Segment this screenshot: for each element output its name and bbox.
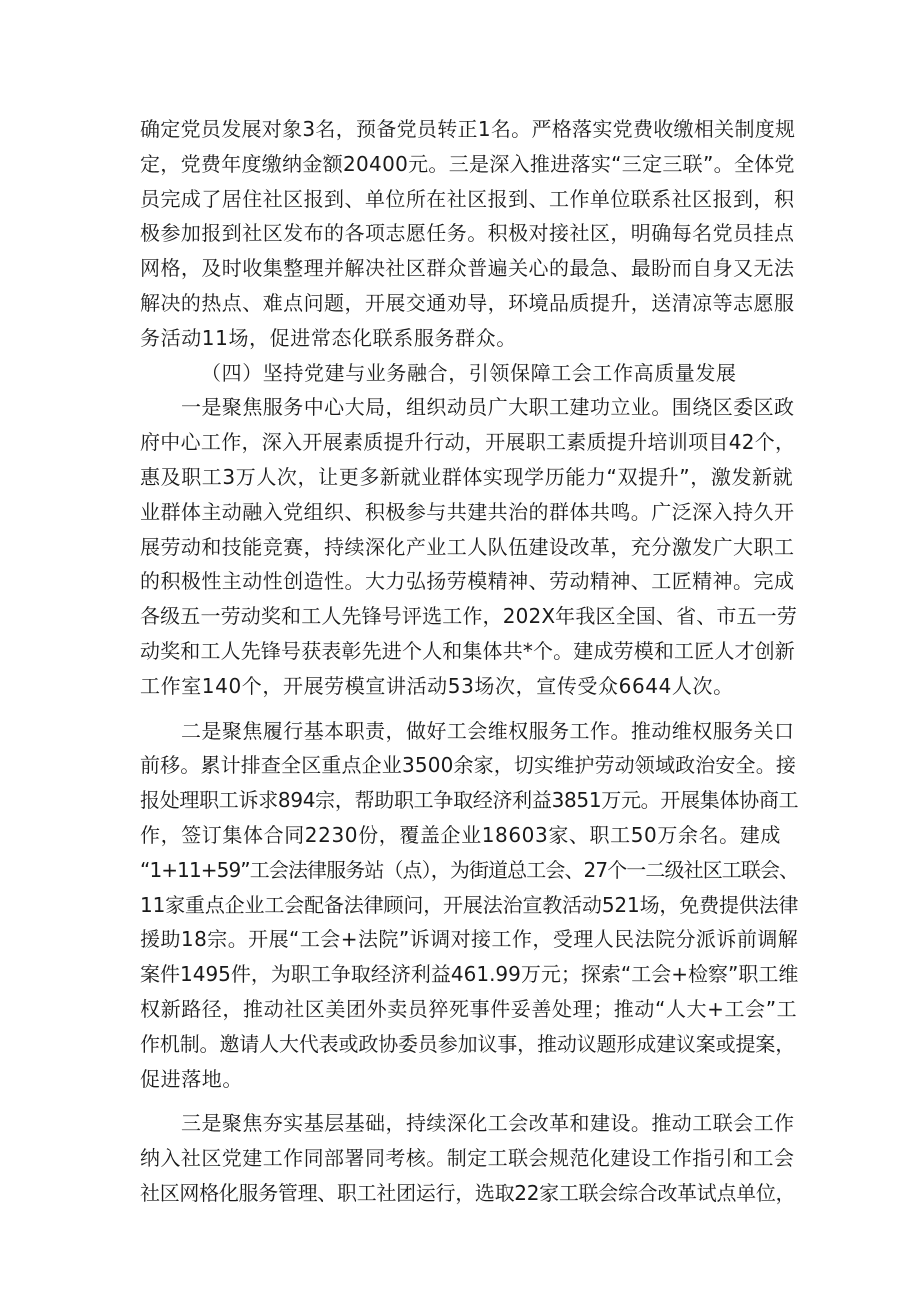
text-line: 员完成了居住社区报到、单位所在社区报到、工作单位联系社区报到，积: [140, 186, 795, 211]
text-line: 解决的热点、难点问题，开展交通劝导，环境品质提升，送清凉等志愿服: [140, 290, 795, 315]
text-line: 援助18宗。开展“工会+法院”诉调对接工作，受理人民法院分派诉前调解: [140, 927, 799, 952]
text-line: 促进落地。: [140, 1066, 243, 1091]
section-heading: [140, 356, 790, 391]
text-line: 权新路径，推动社区美团外卖员猝死事件妥善处理；推动“人大+工会”工: [140, 996, 798, 1021]
section-heading-text: （四）坚持党建与业务融合，引领保障工会工作高质量发展: [201, 360, 737, 385]
text-line: 社区网格化服务管理、职工社团运行，选取22家工联会综合改革试点单位，: [140, 1180, 796, 1205]
text-line: 府中心工作，深入开展素质提升行动，开展职工素质提升培训项目42个，: [140, 430, 796, 455]
text-line: 工作室140个，开展劳模宣讲活动53场次，宣传受众6644人次。: [140, 673, 734, 698]
text-line: 案件1495件，为职工争取经济利益461.99万元；探索“工会+检察”职工维: [140, 962, 799, 987]
document-body: [140, 112, 799, 1211]
text-line: 作机制。邀请人大代表或政协委员参加议事，推动议题形成建议案或提案，: [140, 1031, 796, 1056]
text-line: 定，党费年度缴纳金额20400元。三是深入推进落实“三定三联”。全体党: [140, 151, 795, 176]
text-line: 报处理职工诉求894宗，帮助职工争取经济利益3851万元。开展集体协商工: [140, 788, 799, 813]
text-line: 三是聚焦夯实基层基础，持续深化工会改革和建设。推动工联会工作: [181, 1111, 795, 1136]
text-line: 确定党员发展对象3名，预备党员转正1名。严格落实党费收缴相关制度规: [140, 117, 796, 141]
text-line: 网格，及时收集整理并解决社区群众普遍关心的最急、最盼而自身又无法: [140, 256, 795, 281]
text-line: 11家重点企业工会配备法律顾问，开展法治宣教活动521场，免费提供法律: [140, 892, 799, 917]
text-line: 作，签订集体合同2230份，覆盖企业18603家、职工50万余名。建成: [140, 822, 781, 847]
text-line: 二是聚焦履行基本职责，做好工会维权服务工作。推动维权服务关口: [181, 718, 795, 743]
paragraph-rights-protection: [140, 714, 799, 1097]
text-line: 极参加报到社区发布的各项志愿任务。积极对接社区，明确每名党员挂点: [140, 221, 795, 246]
text-line: 惠及职工3万人次，让更多新就业群体实现学历能力“双提升”，激发新就: [140, 464, 794, 489]
text-line: 的积极性主动性创造性。大力弘扬劳模精神、劳动精神、工匠精神。完成: [140, 569, 795, 594]
text-line: 动奖和工人先锋号获表彰先进个人和集体共*个。建成劳模和工匠人才创新: [140, 638, 795, 663]
text-line: 务活动11场，促进常态化联系服务群众。: [140, 325, 517, 350]
text-line: 前移。累计排查全区重点企业3500余家，切实维护劳动领域政治安全。接: [140, 753, 796, 778]
text-line: 展劳动和技能竞赛，持续深化产业工人队伍建设改革，充分激发广大职工: [140, 534, 795, 559]
text-line: 各级五一劳动奖和工人先锋号评选工作，202X年我区全国、省、市五一劳: [140, 604, 797, 629]
paragraph-service-center: [140, 390, 797, 703]
paragraph-party-members: [140, 112, 796, 356]
text-line: 纳入社区党建工作同部署同考核。制定工联会规范化建设工作指引和工会: [140, 1146, 795, 1171]
text-line: 一是聚焦服务中心大局，组织动员广大职工建功立业。围绕区委区政: [181, 395, 795, 420]
paragraph-grassroots: [140, 1106, 796, 1210]
text-line: “1+11+59”工会法律服务站（点），为街道总工会、27个一二级社区工联会、: [140, 857, 799, 882]
text-line: 业群体主动融入党组织、积极参与共建共治的群体共鸣。广泛深入持久开: [140, 499, 795, 524]
